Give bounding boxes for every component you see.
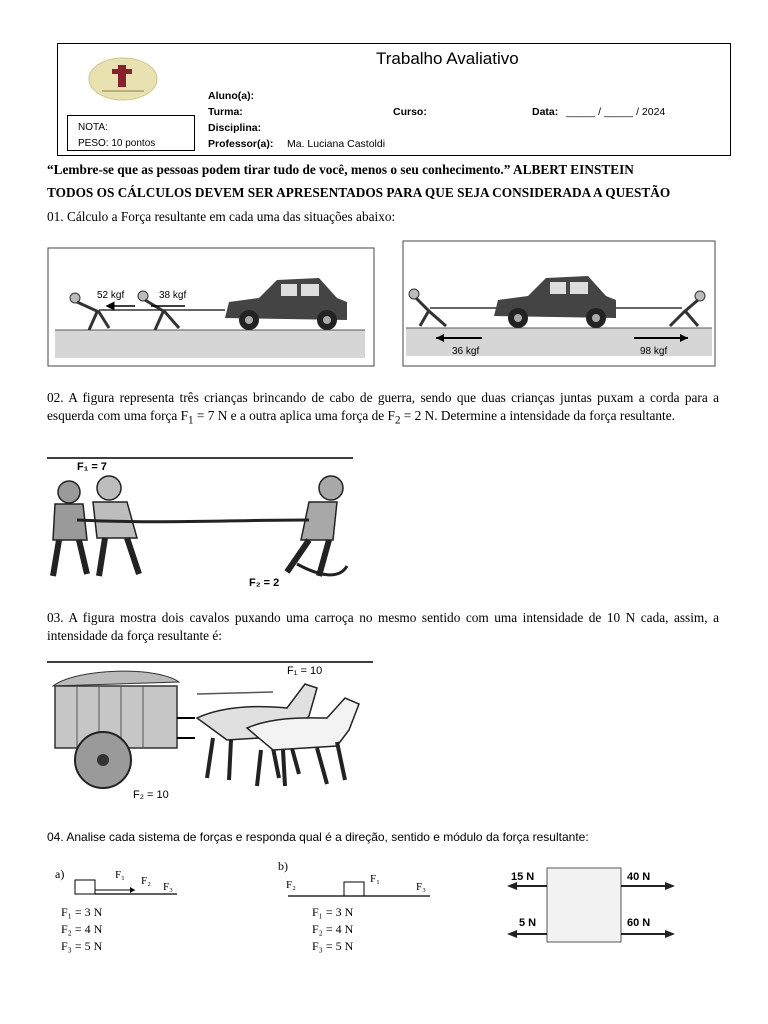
quote-author: ALBERT EINSTEIN (513, 162, 634, 177)
question-1-text: 01. Cálculo a Força resultante em cada uma das situações abaixo: (47, 209, 396, 224)
force-98kgf-label: 98 kgf (640, 346, 668, 357)
f1-label: F₁ = 10 (287, 665, 323, 677)
sys-b-f2: F₂ = 4 N (312, 922, 354, 936)
q2-text-part3: = 2 N. Determine a intensidade da força resultante. (400, 408, 675, 423)
school-logo (88, 57, 158, 101)
quote-line (47, 162, 727, 178)
q2-text-part1: 02. A figura representa três crianças brincando de cabo de guerra, sendo que duas crianças juntas puxam a corda para a esquerda com uma força F (47, 390, 719, 423)
force-60n-label: 60 N (627, 917, 651, 929)
professor-name: Ma. Luciana Castoldi (287, 138, 386, 150)
question-4-text: 04. Analise cada sistema de forças e responda qual é a direção, sentido e módulo da força resultante: (47, 830, 589, 844)
peso-label: PESO: 10 pontos (78, 138, 156, 149)
sys-a-f1: F₁ = 3 N (61, 905, 103, 919)
force-36kgf-label: 36 kgf (452, 346, 480, 357)
nota-label: NOTA: (78, 122, 108, 133)
sys-b-f3: F₃ = 5 N (312, 939, 354, 953)
q2-subscript-2: 2 (394, 414, 401, 427)
q1-figure-a (47, 240, 375, 368)
sys-b-vector-f2: F₂ (286, 879, 296, 891)
aluno-label: Aluno(a): (208, 90, 255, 102)
cart (53, 671, 195, 788)
quote-text: “Lembre-se que as pessoas podem tirar tudo de você, menos o seu conhecimento.” (47, 162, 511, 177)
question-2-text (47, 389, 719, 430)
sys-a-f3: F₃ = 5 N (61, 939, 103, 953)
professor-label: Professor(a): (208, 138, 274, 150)
child-1 (53, 481, 87, 576)
q4-system-a (55, 860, 185, 960)
q4-system-b (278, 858, 438, 960)
q3-figure-horses-cart (47, 658, 377, 810)
sys-b-vector-f1: F₁ (370, 873, 380, 885)
q4-system-c (505, 864, 685, 946)
q2-figure-tug-of-war (47, 454, 357, 594)
force-15n-label: 15 N (511, 871, 535, 883)
sys-a-label: a) (55, 867, 65, 881)
sys-b-label: b) (278, 859, 288, 873)
f2-label: F₂ = 2 (249, 577, 280, 589)
q1-figure-b (402, 240, 718, 368)
sys-b-vector-f3: F₃ (416, 881, 426, 893)
data-value: _____ / _____ / 2024 (566, 106, 666, 118)
force-38kgf-label: 38 kgf (159, 290, 187, 301)
q2-subscript-1: 1 (188, 414, 194, 427)
force-40n-label: 40 N (627, 871, 651, 883)
sys-b-f1: F₁ = 3 N (312, 905, 354, 919)
question-3-text: 03. A figura mostra dois cavalos puxando uma carroça no mesmo sentido com uma intensidade de 10 N cada, assim, a intensidade da força resultante é: (47, 610, 719, 643)
turma-label: Turma: (208, 106, 243, 118)
sys-a-vector-1: F₁ (115, 869, 125, 881)
instruction: TODOS OS CÁLCULOS DEVEM SER APRESENTADOS PARA QUE SEJA CONSIDERADA A QUESTÃO (47, 185, 671, 200)
force-5n-label: 5 N (519, 917, 537, 929)
f2-label: F₂ = 10 (133, 789, 169, 801)
sys-a-vector-2: F₂ (141, 875, 151, 887)
sys-a-vector-3: F₃ (163, 881, 173, 893)
child-3 (287, 476, 343, 576)
disciplina-label: Disciplina: (208, 122, 262, 134)
document-title: Trabalho Avaliativo (376, 49, 519, 68)
force-52kgf-label: 52 kgf (97, 290, 125, 301)
data-label: Data: (532, 106, 559, 118)
curso-label: Curso: (393, 106, 427, 118)
sys-a-f2: F₂ = 4 N (61, 922, 103, 936)
f1-label: F₁ = 7 (77, 461, 107, 473)
q2-text-part2: = 7 N e a outra aplica uma força de F (193, 408, 395, 423)
child-2 (93, 476, 139, 576)
